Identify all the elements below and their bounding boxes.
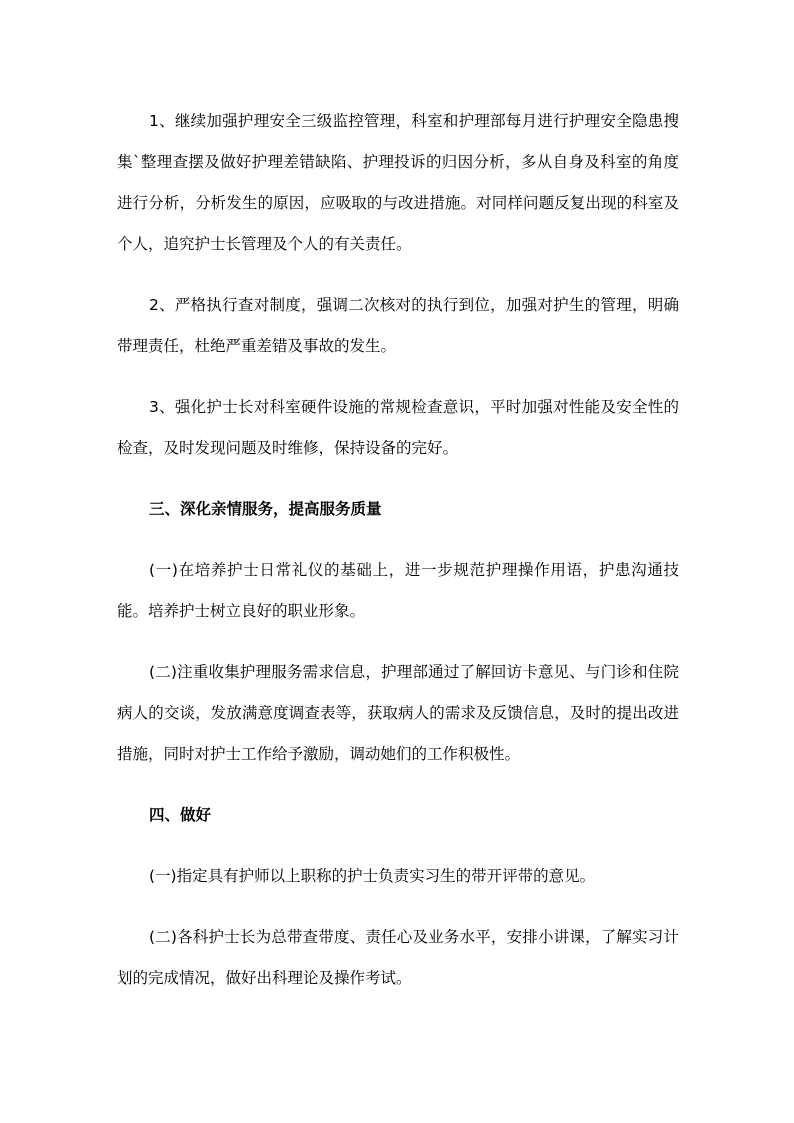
paragraph-head-nurse-duties: (二)各科护士长为总带查带度、责任心及业务水平，安排小讲课，了解实习计划的完成情况，做好出科理论及操作考试。: [117, 928, 679, 987]
paragraph-check-system: 2、严格执行查对制度，强调二次核对的执行到位，加强对护生的管理，明确带理责任，杜绝严重差错及事故的发生。: [117, 296, 679, 355]
paragraph-service-feedback: (二)注重收集护理服务需求信息，护理部通过了解回访卡意见、与门诊和住院病人的交谈，发放满意度调查表等，获取病人的需求及反馈信息，及时的提出改进措施，同时对护士工作给予激励，调动她们的工作积极性。: [117, 663, 679, 763]
section-heading-service-quality: 三、深化亲情服务，提高服务质量: [149, 500, 382, 518]
section-heading-do-well: 四、做好: [149, 806, 212, 824]
paragraph-safety-monitoring: 1、继续加强护理安全三级监控管理，科室和护理部每月进行护理安全隐患搜集`整理查摆及做好护理差错缺陷、护理投诉的归因分析，多从自身及科室的角度进行分析，分析发生的原因，应吸取的与改进措施。对同样问题反复出现的科室及个人，追究护士长管理及个人的有关责任。: [117, 112, 679, 253]
document-body: [117, 101, 679, 999]
paragraph-etiquette-training: (一)在培养护士日常礼仪的基础上，进一步规范护理操作用语，护患沟通技能。培养护士树立良好的职业形象。: [117, 561, 679, 620]
paragraph-equipment-inspection: 3、强化护士长对科室硬件设施的常规检查意识，平时加强对性能及安全性的检查，及时发现问题及时维修，保持设备的完好。: [117, 398, 679, 457]
paragraph-intern-supervision: (一)指定具有护师以上职称的护士负责实习生的带开评带的意见。: [149, 867, 596, 885]
